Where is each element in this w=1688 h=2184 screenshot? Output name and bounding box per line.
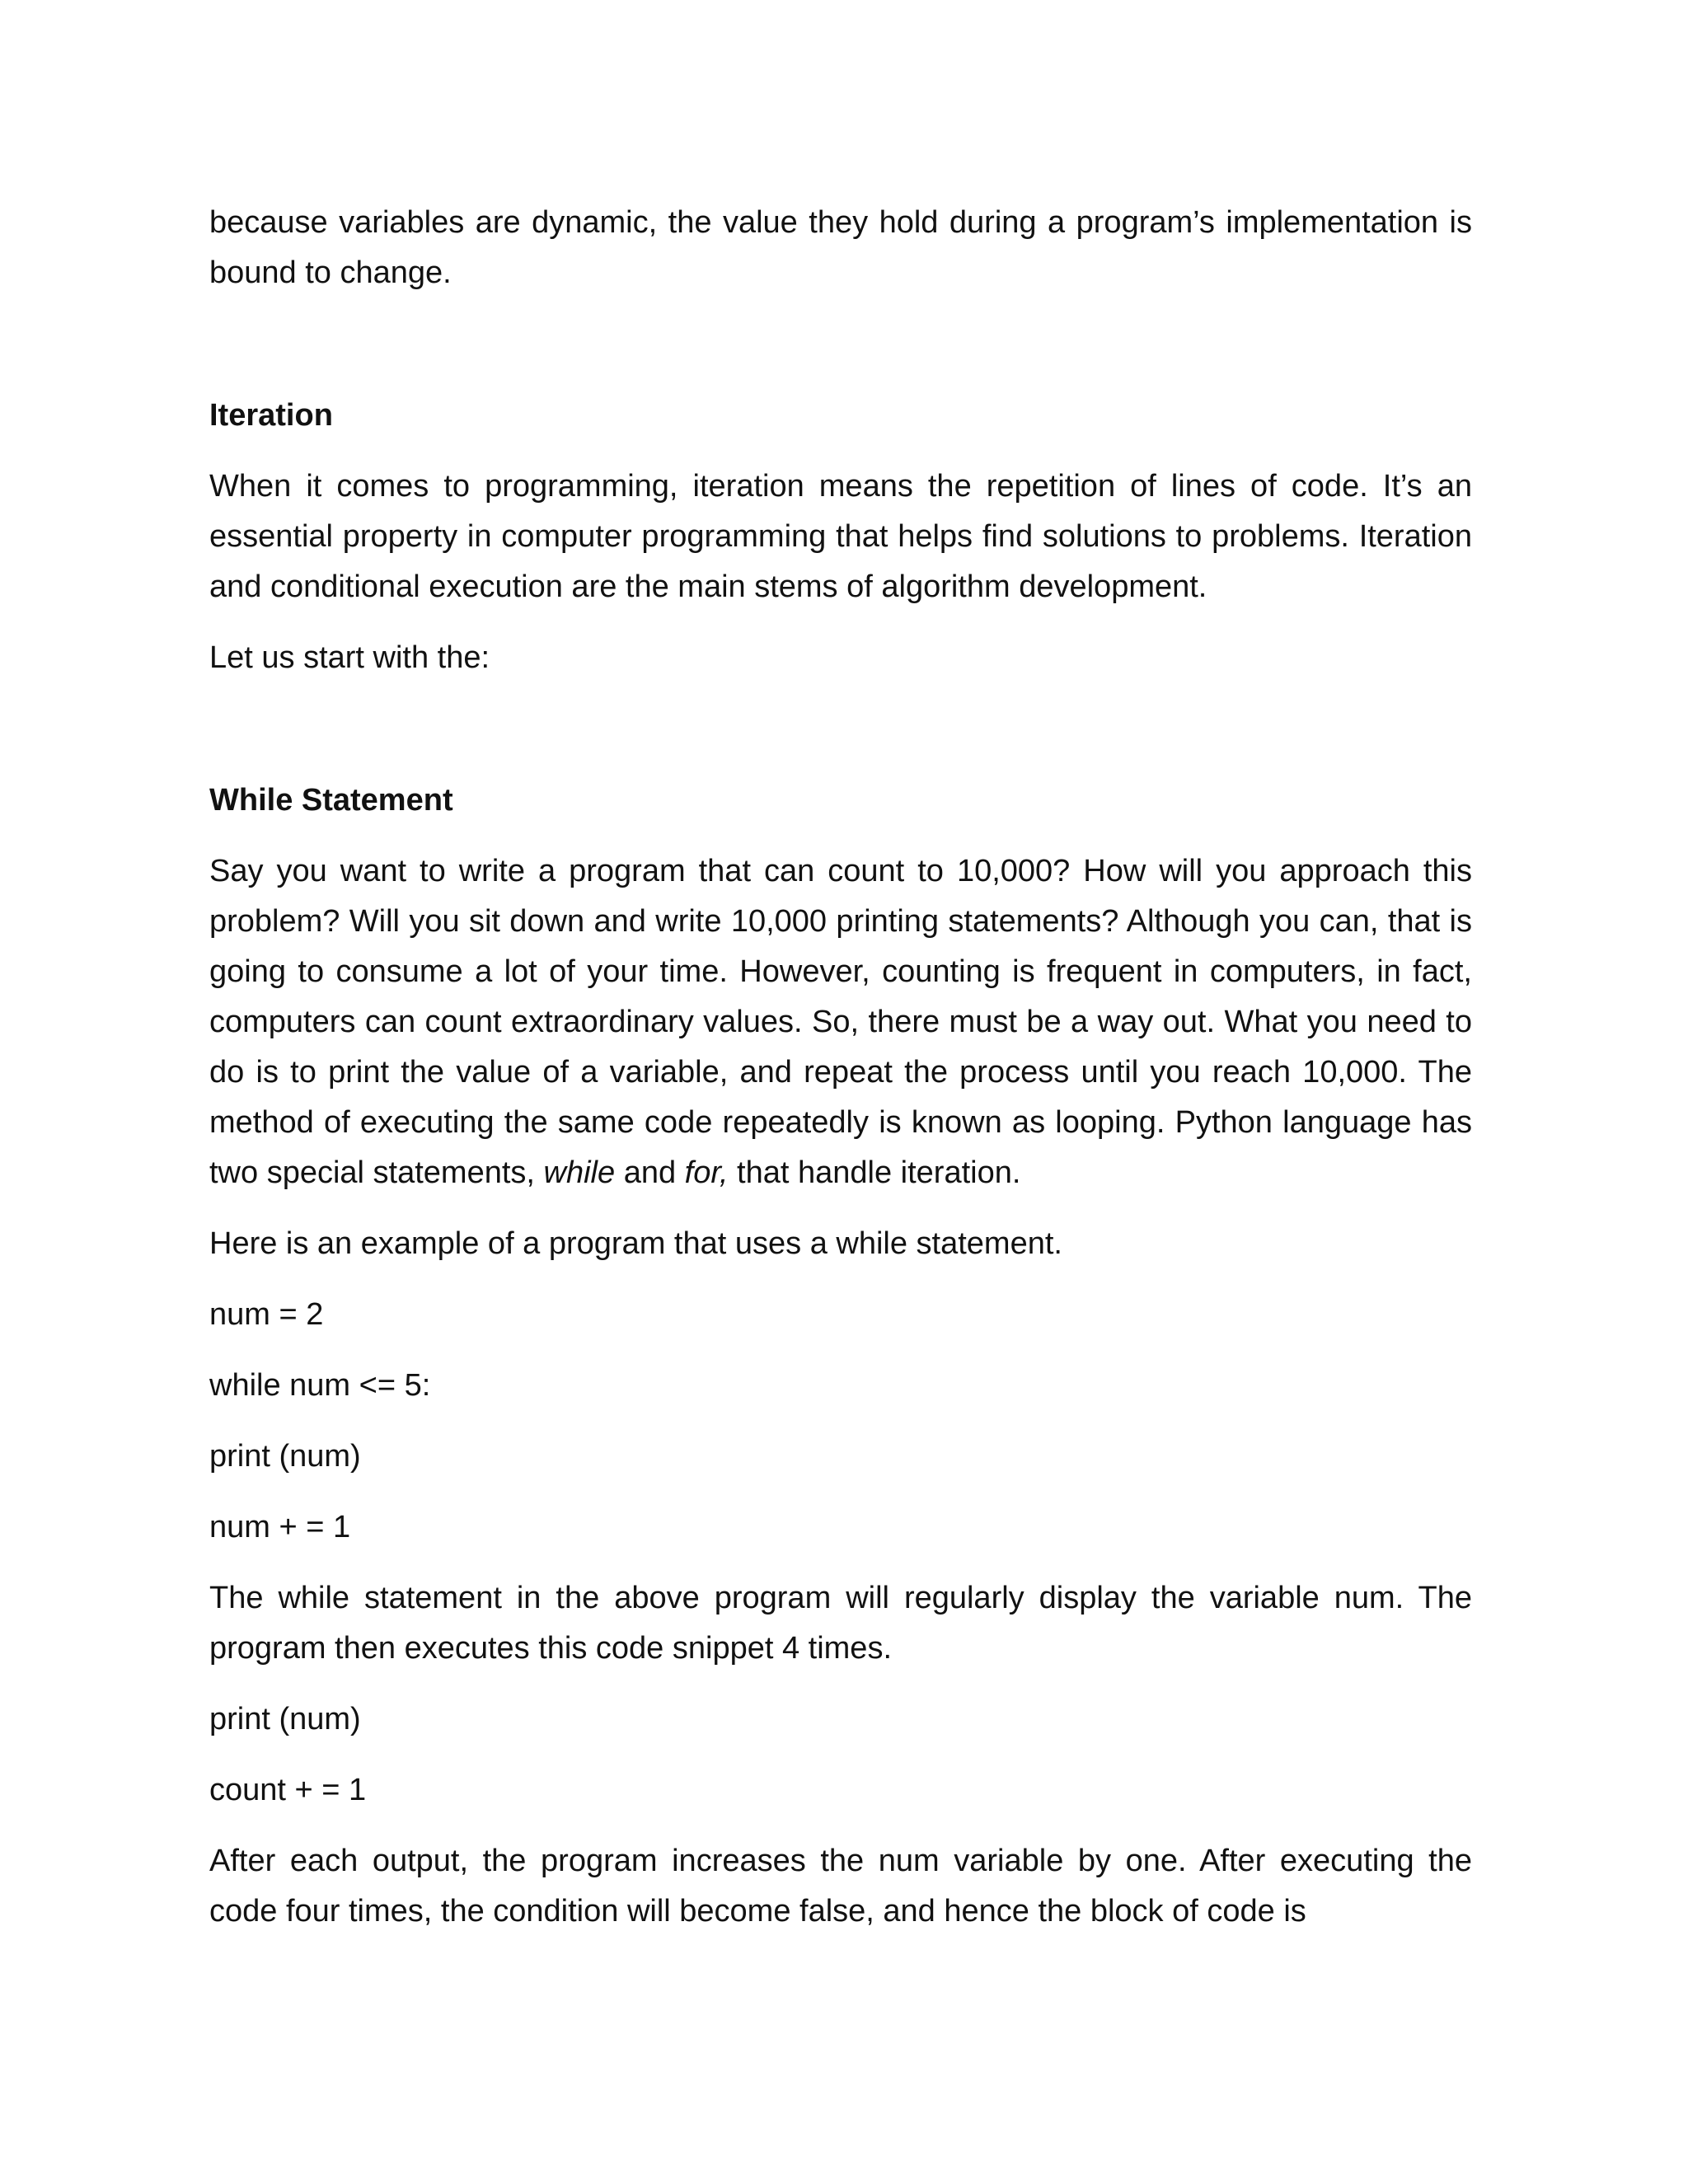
paragraph-while-intro-text: Say you want to write a program that can count to 10,000? How will you approach this problem? Will you sit down and write 10,000 printing statements? Although you can, that is going to consume a lot of your time. However, counting is frequent in computers, in fact, computers can count extraordinary values. So, there must be a way out. What you need to do is to print the value of a variable, and repeat the process until you reach 10,000. The method of executing the same code repeatedly is known as looping. Python language has two special statements,	[209, 854, 1472, 1190]
code-line-3: print (num)	[209, 1439, 361, 1474]
paragraph-while-intro	[209, 846, 1472, 1198]
paragraph-while-explanation: The while statement in the above program will regularly display the variable num. The program then executes this code snippet 4 times.	[209, 1581, 1472, 1666]
code-line-2: while num <= 5:	[209, 1368, 431, 1403]
code-line-1: num = 2	[209, 1297, 324, 1332]
keyword-for: for,	[684, 1155, 729, 1190]
code-line-4: num + = 1	[209, 1510, 351, 1544]
keyword-while: while	[543, 1155, 616, 1190]
document-page	[209, 198, 1472, 1937]
code-line-5: print (num)	[209, 1702, 361, 1736]
paragraph-while-intro-end: that handle iteration.	[737, 1155, 1021, 1190]
paragraph-variables: because variables are dynamic, the value they hold during a program’s implementation is bound to change.	[209, 205, 1472, 290]
paragraph-output: After each output, the program increases the num variable by one. After executing the code four times, the condition will become false, and hence the block of code is	[209, 1844, 1472, 1929]
paragraph-example: Here is an example of a program that uses a while statement.	[209, 1226, 1062, 1261]
heading-iteration: Iteration	[209, 398, 333, 433]
word-and: and	[623, 1155, 677, 1190]
code-line-6: count + = 1	[209, 1773, 367, 1807]
paragraph-iteration: When it comes to programming, iteration means the repetition of lines of code. It’s an essential property in computer programming that helps find solutions to problems. Iteration and conditional execution are the main stems of algorithm development.	[209, 469, 1472, 604]
heading-while-statement: While Statement	[209, 783, 453, 818]
paragraph-start: Let us start with the:	[209, 640, 490, 675]
